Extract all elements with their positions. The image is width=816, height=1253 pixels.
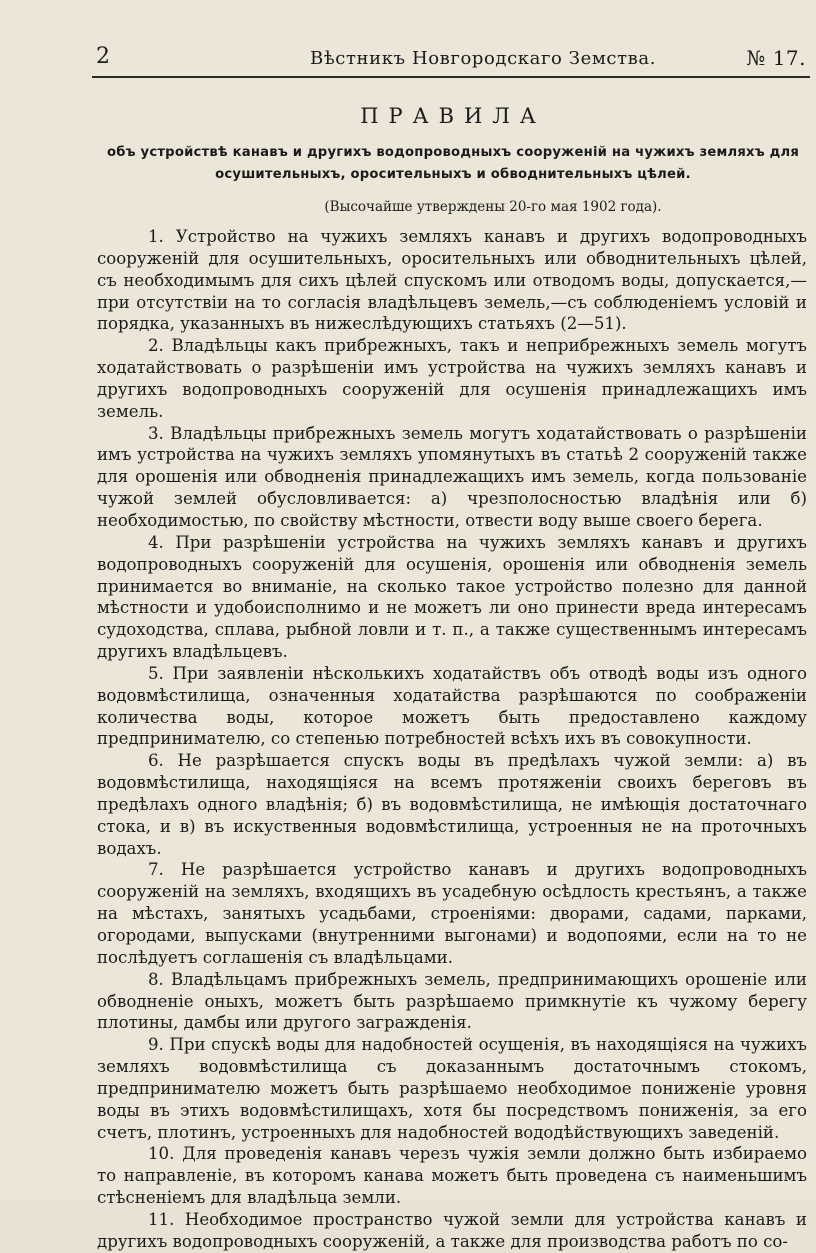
- rule-paragraph-5: 5. При заявленіи нѣсколькихъ ходатайствъ объ отводѣ воды изъ одного водовмѣстилища, означенныя ходатайства разрѣшаются по соображеніи количества воды, которое можетъ быть предоставлено каждому предпринимателю, со степенью потребностей всѣхъ ихъ въ совокупности.: [97, 663, 807, 749]
- rule-paragraph-6: 6. Не разрѣшается спускъ воды въ предѣлахъ чужой земли: а) въ водовмѣстилища, находящіяся на всемъ протяженіи своихъ береговъ въ предѣлахъ одного владѣнія; б) въ водовмѣстилища, не имѣющія достаточнаго стока, и в) въ искуственныя водовмѣстилища, устроенныя не на проточныхъ водахъ.: [97, 751, 807, 858]
- rules-body: [97, 226, 807, 1253]
- rule-paragraph-7: 7. Не разрѣшается устройство канавъ и другихъ водопроводныхъ сооруженій на земляхъ, входящихъ въ усадебную осѣдлость крестьянъ, а также на мѣстахъ, занятыхъ усадьбами, строеніями: дворами, садами, парками, огородами, выпусками (внутренними выгонами) и водопоями, если на то не послѣдуетъ соглашенія съ владѣльцами.: [97, 860, 807, 967]
- rule-paragraph-10: 10. Для проведенія канавъ черезъ чужія земли должно быть избираемо то направленіе, въ которомъ канава можетъ быть проведена съ наименьшимъ стѣсненіемъ для владѣльца земли.: [97, 1144, 807, 1208]
- rule-paragraph-4: 4. При разрѣшеніи устройства на чужихъ земляхъ канавъ и другихъ водопроводныхъ сооруженій для осушенія, орошенія или обводненія земель принимается во вниманіе, на сколько такое устройство полезно для данной мѣстности и удобоисполнимо и не можетъ ли оно принести вреда интересамъ судоходства, сплава, рыбной ловли и т. п., а также существеннымъ интересамъ другихъ владѣльцевъ.: [97, 532, 807, 662]
- rule-paragraph-3: 3. Владѣльцы прибрежныхъ земель могутъ ходатайствовать о разрѣшеніи имъ устройства на чужихъ земляхъ упомянутыхъ въ статьѣ 2 сооруженій также для орошенія или обводненія принадлежащихъ имъ земель, когда пользованіе чужой землей обусловливается: а) чрезполосностью владѣнія или б) необходимостью, по свойству мѣстности, отвести воду выше своего берега.: [97, 423, 807, 530]
- page-number: 2: [96, 44, 110, 69]
- issue-number: № 17.: [746, 46, 806, 70]
- rule-paragraph-2: 2. Владѣльцы какъ прибрежныхъ, такъ и неприбрежныхъ земель могутъ ходатайствовать о разрѣшеніи имъ устройства на чужихъ земляхъ канавъ и другихъ водопроводныхъ сооруженій для осушенія принадлежащихъ имъ земель.: [97, 336, 807, 421]
- header-divider: [92, 76, 810, 78]
- document-subtitle: объ устройствѣ канавъ и другихъ водопроводныхъ сооруженій на чужихъ земляхъ для осушительныхъ, оросительныхъ и обводнительныхъ цѣлей.: [106, 145, 800, 182]
- journal-title: Вѣстникъ Новгородскаго Земства.: [310, 48, 657, 69]
- document-title: ПРАВИЛА: [360, 104, 546, 128]
- rule-paragraph-1: 1. Устройство на чужихъ земляхъ канавъ и другихъ водопроводныхъ сооруженій для осушительныхъ, оросительныхъ или обводнительныхъ цѣлей, съ необходимымъ для сихъ цѣлей спускомъ или отводомъ воды, допускается,— при отсутствіи на то согласія владѣльцевъ земель,—съ соблюденіемъ условій и порядка, указанныхъ въ нижеслѣдующихъ статьяхъ (2—51).: [97, 227, 807, 334]
- rule-paragraph-9: 9. При спускѣ воды для надобностей осущенія, въ находящіяся на чужихъ земляхъ водовмѣстилища съ доказаннымъ достаточнымъ стокомъ, предпринимателю можетъ быть разрѣшаемо необходимое пониженіе уровня воды въ этихъ водовмѣстилищахъ, хотя бы посредствомъ пониженія, за его счетъ, плотинъ, устроенныхъ для надобностей вододѣйствующихъ заведеній.: [97, 1035, 807, 1142]
- rule-paragraph-8: 8. Владѣльцамъ прибрежныхъ земель, предпринимающихъ орошеніе или обводненіе оныхъ, можетъ быть разрѣшаемо примкнутіе къ чужому берегу плотины, дамбы или другого загражденія.: [97, 969, 807, 1033]
- approval-note: (Высочайше утверждены 20-го мая 1902 года).: [324, 199, 662, 215]
- running-header: [96, 44, 806, 74]
- rule-paragraph-11: 11. Необходимое пространство чужой земли для устройства канавъ и другихъ водопроводныхъ сооруженій, а также для производства работъ по со-: [97, 1209, 807, 1251]
